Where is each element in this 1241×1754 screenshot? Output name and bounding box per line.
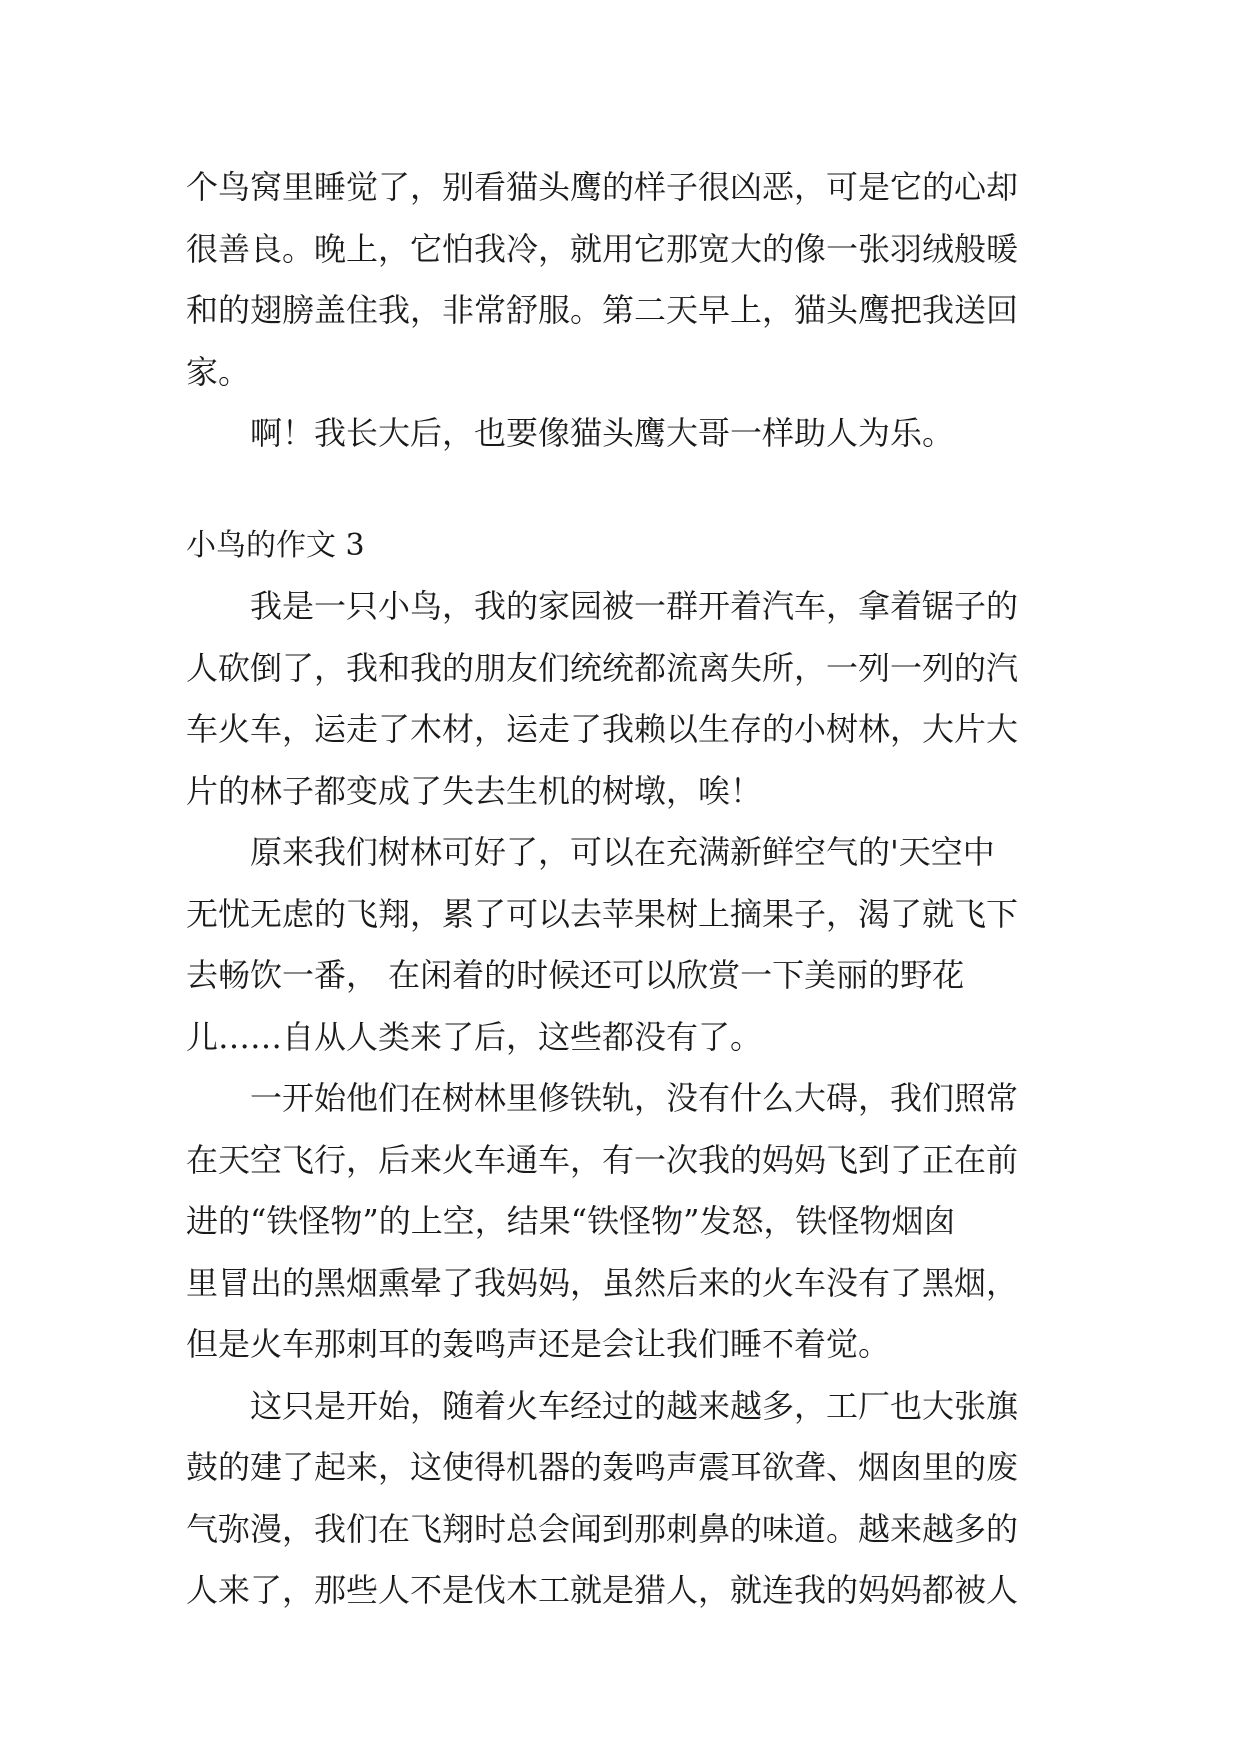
closing-paragraph	[186, 403, 1066, 465]
text-line: 去畅饮一番， 在闲着的时候还可以欣赏一下美丽的野花	[186, 956, 965, 994]
text-line: 无忧无虑的飞翔，累了可以去苹果树上摘果子，渴了就飞下	[186, 894, 1019, 933]
document-body	[186, 157, 1066, 1622]
text-line: 原来我们树林可好了，可以在充满新鲜空气的'天空中	[250, 833, 995, 871]
text-line: 家。	[186, 352, 251, 391]
text-line: 鼓的建了起来，这使得机器的轰鸣声震耳欲聋、烟囱里的废	[186, 1448, 1019, 1486]
continuation-paragraph	[186, 157, 1066, 403]
text-line: 片的林子都变成了失去生机的树墩，唉！	[186, 771, 763, 810]
text-line: 里冒出的黑烟熏晕了我妈妈，虽然后来的火车没有了黑烟，	[186, 1263, 1019, 1302]
text-line: 在天空飞行，后来火车通车，有一次我的妈妈飞到了正在前	[186, 1140, 1019, 1179]
paragraph-1	[186, 576, 1066, 822]
paragraph-2	[186, 822, 1066, 1068]
text-line: 和的翅膀盖住我，非常舒服。第二天早上，猫头鹰把我送回	[186, 291, 1019, 329]
text-line: 很善良。晚上，它怕我冷，就用它那宽大的像一张羽绒般暖	[186, 229, 1019, 268]
text-line: 我是一只小鸟，我的家园被一群开着汽车，拿着锯子的	[250, 587, 1019, 625]
section-title: 小鸟的作文 3	[186, 527, 365, 563]
text-line: 个鸟窝里睡觉了，别看猫头鹰的样子很凶恶，可是它的心却	[186, 168, 1019, 206]
text-line: 车火车，运走了木材，运走了我赖以生存的小树林，大片大	[186, 710, 1019, 748]
text-line: 啊！我长大后，也要像猫头鹰大哥一样助人为乐。	[250, 414, 955, 452]
paragraph-3	[186, 1068, 1066, 1376]
text-line: 儿……自从人类来了后，这些都没有了。	[186, 1017, 763, 1056]
text-line: 进的“铁怪物”的上空，结果“铁怪物”发怒，铁怪物烟囱	[186, 1202, 956, 1240]
text-line: 气弥漫，我们在飞翔时总会闻到那刺鼻的味道。越来越多的	[186, 1509, 1019, 1548]
text-line: 人来了，那些人不是伐木工就是猎人，就连我的妈妈都被人	[186, 1571, 1019, 1609]
paragraph-4	[186, 1376, 1066, 1622]
text-line: 人砍倒了，我和我的朋友们统统都流离失所，一列一列的汽	[186, 648, 1019, 687]
text-line: 一开始他们在树林里修铁轨，没有什么大碍，我们照常	[250, 1079, 1019, 1117]
text-line: 但是火车那刺耳的轰鸣声还是会让我们睡不着觉。	[186, 1325, 891, 1363]
text-line: 这只是开始，随着火车经过的越来越多，工厂也大张旗	[250, 1386, 1019, 1425]
